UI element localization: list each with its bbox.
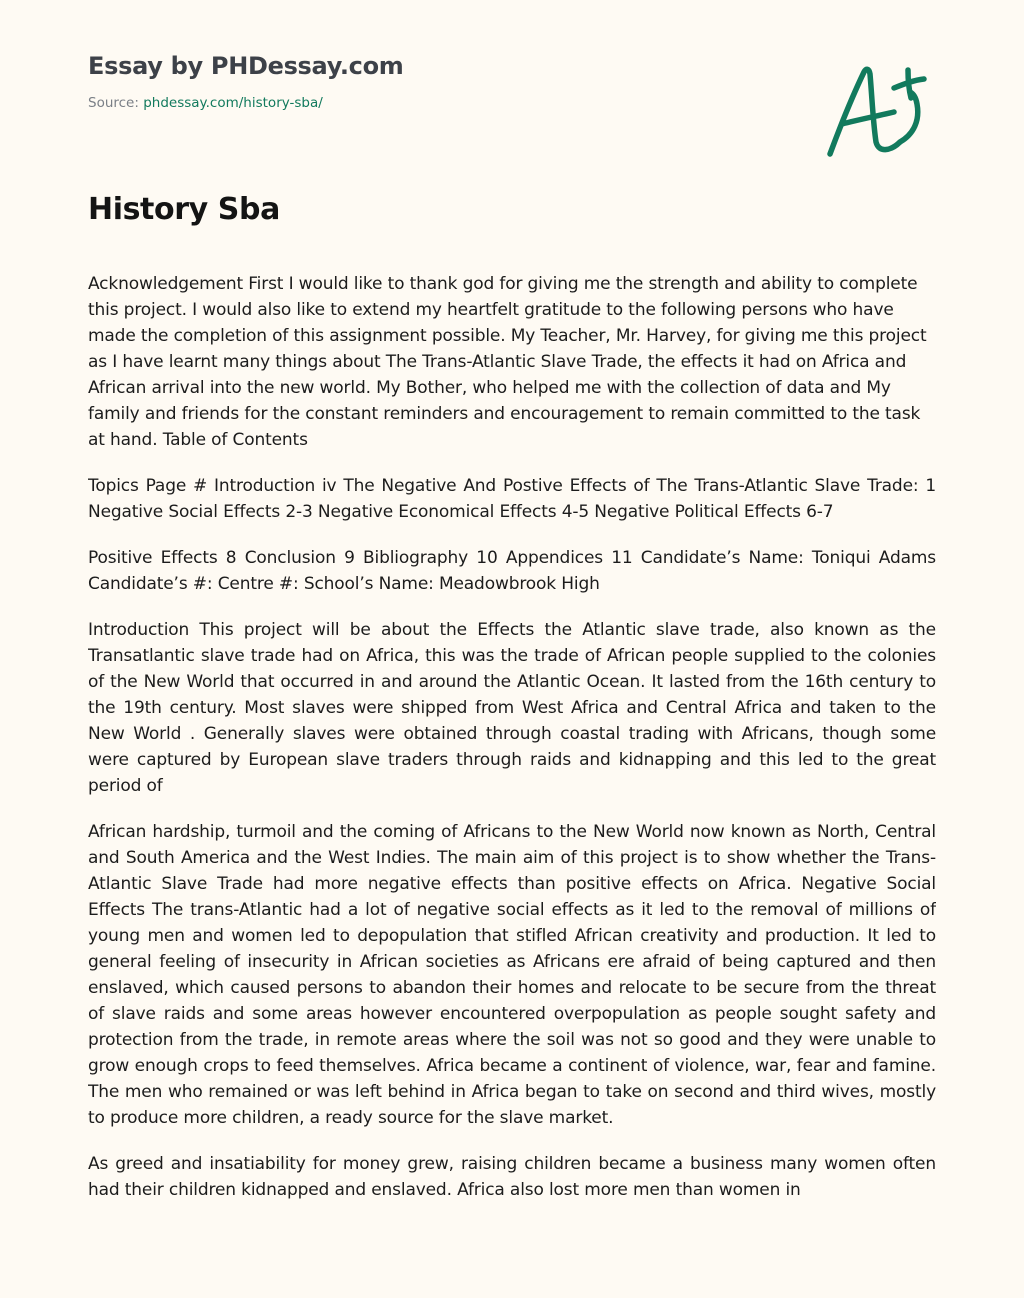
source-label: Source: bbox=[88, 95, 139, 111]
paragraph-candidate-info: Positive Effects 8 Conclusion 9 Bibliography 10 Appendices 11 Candidate’s Name: Toniqui Adams Candidate’s #: Centre #: School’s Name: Meadowbrook High bbox=[88, 548, 936, 594]
site-title: Essay by PHDessay.com bbox=[88, 52, 404, 80]
paragraph-negative-social-effects: African hardship, turmoil and the coming of Africans to the New World now known as North, Central and South America and the West Indies. The main aim of this project is to show whether the Trans-Atlantic Slave Trade had more negative effects than positive effects on Africa. Negative Social Effects The trans-Atlantic had a lot of negative social effects as it led to the removal of millions of young men and women led to depopulation that stifled African creativity and production. It led to general feeling of insecurity in African societies as Africans ere afraid of being captured and then enslaved, which caused persons to abandon their homes and relocate to be secure from the threat of slave raids and some areas however encountered overpopulation as people sought safety and protection from the trade, in remote areas where the soil was not so good and they were unable to grow enough crops to feed themselves. Africa became a continent of violence, war, fear and famine. The men who remained or was left behind in Africa began to take on second and third wives, mostly to produce more children, a ready source for the slave market. bbox=[88, 822, 936, 1128]
essay-body bbox=[88, 271, 936, 1250]
paragraph-table-of-contents: Topics Page # Introduction iv The Negative And Postive Effects of The Trans-Atlantic Slave Trade: 1 Negative Social Effects 2-3 Negative Economical Effects 4-5 Negative Political Effects 6-7 bbox=[88, 476, 936, 522]
paragraph-greed: As greed and insatiability for money grew, raising children became a business many women often had their children kidnapped and enslaved. Africa also lost more men than women in bbox=[88, 1154, 936, 1200]
document-title: History Sba bbox=[88, 192, 280, 227]
paragraph-introduction: Introduction This project will be about the Effects the Atlantic slave trade, also known as the Transatlantic slave trade had on Africa, this was the trade of African people supplied to the colonies of the New World that occurred in and around the Atlantic Ocean. It lasted from the 16th century to the 19th century. Most slaves were shipped from West Africa and Central Africa and taken to the New World . Generally slaves were obtained through coastal trading with Africans, though some were captured by European slave traders through raids and kidnapping and this led to the great period of bbox=[88, 620, 936, 796]
source-link[interactable]: phdessay.com/history-sba/ bbox=[143, 95, 323, 111]
a-plus-grade-icon bbox=[822, 62, 932, 162]
paragraph-acknowledgement: Acknowledgement First I would like to thank god for giving me the strength and ability to complete this project. I would also like to extend my heartfelt gratitude to the following persons who have made the completion of this assignment possible. My Teacher, Mr. Harvey, for giving me this project as I have learnt many things about The Trans-Atlantic Slave Trade, the effects it had on Africa and African arrival into the new world. My Bother, who helped me with the collection of data and My family and friends for the constant reminders and encouragement to remain committed to the task at hand. Table of Contents bbox=[88, 274, 927, 450]
site-header bbox=[88, 50, 936, 112]
source-line bbox=[88, 94, 936, 112]
